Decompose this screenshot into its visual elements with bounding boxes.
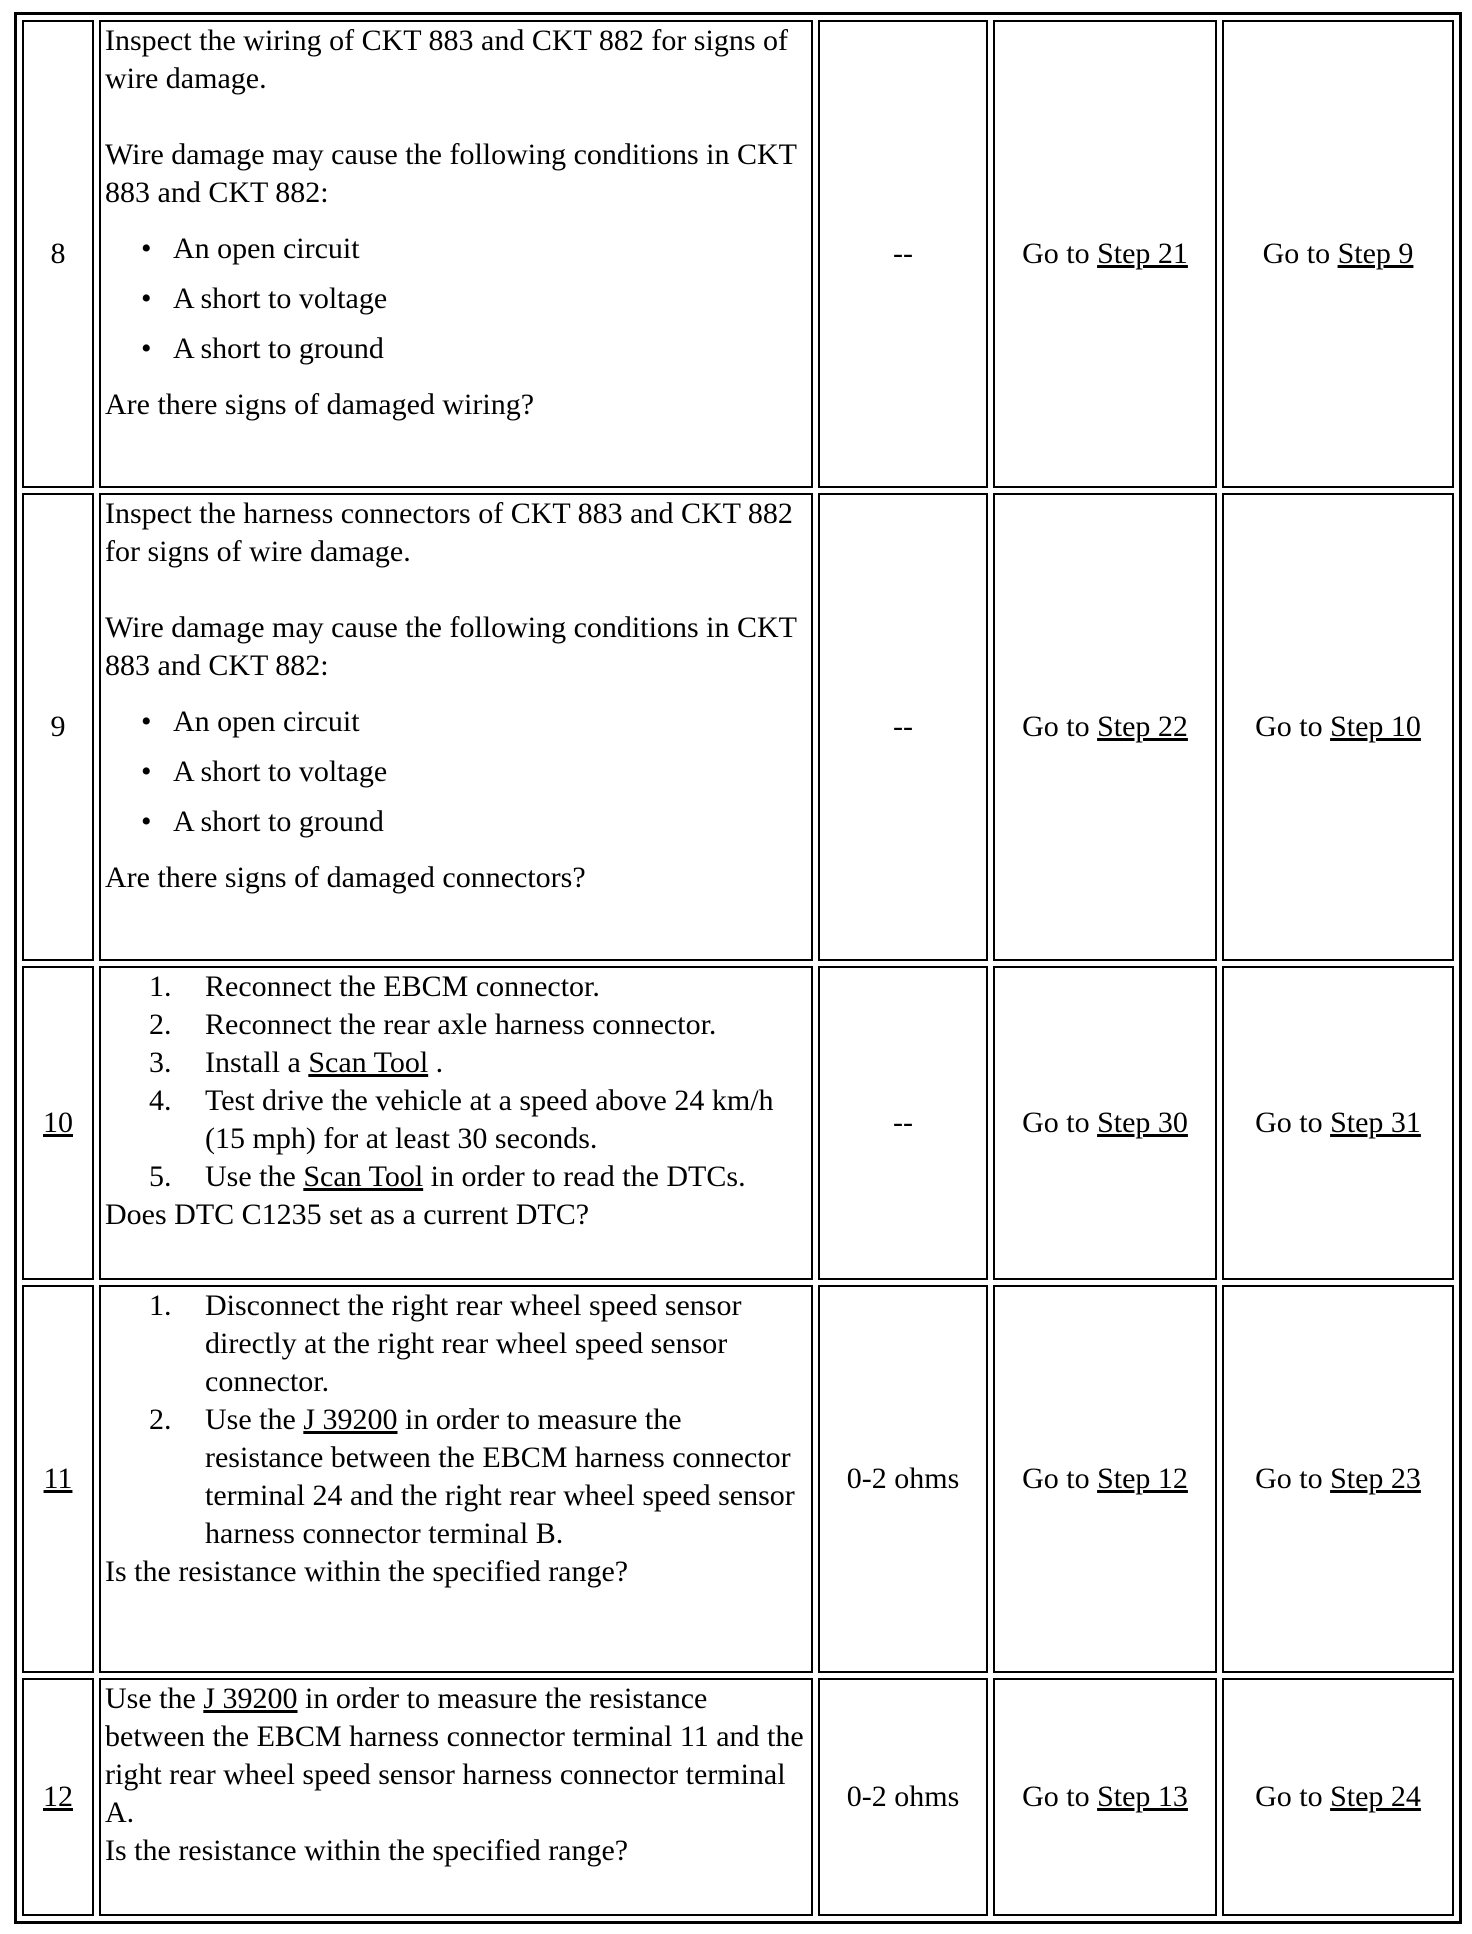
list-item: 5. Use the Scan Tool in order to read the DTCs. xyxy=(149,1160,746,1193)
list-item: 1. Disconnect the right rear wheel speed sensor directly at the right rear wheel speed sensor connector. xyxy=(149,1289,742,1398)
yes-result: Go to Step 30 xyxy=(993,966,1217,1280)
step-question: Are there signs of damaged connectors? xyxy=(105,861,586,894)
list-item: 2. Reconnect the rear axle harness connector. xyxy=(149,1008,717,1041)
yes-result: Go to Step 22 xyxy=(993,493,1217,961)
no-result: Go to Step 10 xyxy=(1222,493,1454,961)
goto-step-9-link[interactable]: Step 9 xyxy=(1337,237,1414,270)
goto-step-22-link[interactable]: Step 22 xyxy=(1097,710,1188,743)
list-item: • An open circuit xyxy=(105,697,807,747)
goto-step-31-link[interactable]: Step 31 xyxy=(1330,1106,1421,1139)
no-result: Go to Step 23 xyxy=(1222,1285,1454,1673)
procedure-list xyxy=(105,968,807,1196)
list-item: 4. Test drive the vehicle at a speed above 24 km/h (15 mph) for at least 30 seconds. xyxy=(149,1084,774,1155)
diagnostic-steps-table xyxy=(14,12,1462,1924)
goto-step-23-link[interactable]: Step 23 xyxy=(1330,1462,1421,1495)
step-instruction: Use the J 39200 in order to measure the resistance between the EBCM harness connector terminal 11 and the right rear wheel speed sensor harness connector terminal A. xyxy=(105,1682,804,1829)
bullet-icon: • xyxy=(141,332,152,365)
bullet-icon: • xyxy=(141,282,152,315)
step-value: -- xyxy=(818,966,988,1280)
j39200-tool-link[interactable]: J 39200 xyxy=(303,1403,398,1436)
step-action xyxy=(99,20,813,488)
j39200-tool-link[interactable]: J 39200 xyxy=(203,1682,298,1715)
goto-step-24-link[interactable]: Step 24 xyxy=(1330,1780,1421,1813)
list-item: 3. Install a Scan Tool . xyxy=(149,1046,444,1079)
yes-result: Go to Step 13 xyxy=(993,1678,1217,1916)
goto-step-30-link[interactable]: Step 30 xyxy=(1097,1106,1188,1139)
step-value: 0-2 ohms xyxy=(818,1285,988,1673)
goto-step-12-link[interactable]: Step 12 xyxy=(1097,1462,1188,1495)
step-value: -- xyxy=(818,20,988,488)
step-number xyxy=(22,1678,94,1916)
step-number: 9 xyxy=(22,493,94,961)
step-question: Are there signs of damaged wiring? xyxy=(105,388,535,421)
list-item: 1. Reconnect the EBCM connector. xyxy=(149,970,600,1003)
step-row-10 xyxy=(22,966,1454,1280)
step-question: Is the resistance within the specified range? xyxy=(105,1555,629,1588)
step-value: -- xyxy=(818,493,988,961)
goto-step-21-link[interactable]: Step 21 xyxy=(1097,237,1188,270)
step-number xyxy=(22,1285,94,1673)
diagnostic-page xyxy=(14,12,1462,1924)
step-row-9 xyxy=(22,493,1454,961)
list-item: • A short to voltage xyxy=(105,747,807,797)
bullet-icon: • xyxy=(141,232,152,265)
step-question: Does DTC C1235 set as a current DTC? xyxy=(105,1198,590,1231)
step-row-8 xyxy=(22,20,1454,488)
no-result: Go to Step 24 xyxy=(1222,1678,1454,1916)
yes-result: Go to Step 21 xyxy=(993,20,1217,488)
step-intro: Inspect the harness connectors of CKT 883 and CKT 882 for signs of wire damage. xyxy=(105,497,793,568)
step-lead: Wire damage may cause the following conditions in CKT 883 and CKT 882: xyxy=(105,611,797,682)
no-result: Go to Step 31 xyxy=(1222,966,1454,1280)
step-lead: Wire damage may cause the following conditions in CKT 883 and CKT 882: xyxy=(105,138,797,209)
step-intro: Inspect the wiring of CKT 883 and CKT 882 for signs of wire damage. xyxy=(105,24,788,95)
list-item: • A short to ground xyxy=(105,324,807,374)
step-number-link[interactable]: 10 xyxy=(43,1106,73,1139)
condition-list xyxy=(105,697,807,847)
step-number-link[interactable]: 11 xyxy=(43,1462,73,1495)
step-action xyxy=(99,493,813,961)
list-item: 2. Use the J 39200 in order to measure the resistance between the EBCM harness connector terminal 24 and the right rear wheel speed sensor harness connector terminal B. xyxy=(149,1403,795,1550)
goto-step-10-link[interactable]: Step 10 xyxy=(1330,710,1421,743)
yes-result: Go to Step 12 xyxy=(993,1285,1217,1673)
scan-tool-link[interactable]: Scan Tool xyxy=(303,1160,424,1193)
condition-list xyxy=(105,224,807,374)
list-item: • An open circuit xyxy=(105,224,807,274)
no-result: Go to Step 9 xyxy=(1222,20,1454,488)
step-row-12 xyxy=(22,1678,1454,1916)
step-number-link[interactable]: 12 xyxy=(43,1780,73,1813)
goto-step-13-link[interactable]: Step 13 xyxy=(1097,1780,1188,1813)
step-question: Is the resistance within the specified range? xyxy=(105,1834,629,1867)
bullet-icon: • xyxy=(141,705,152,738)
list-item: • A short to voltage xyxy=(105,274,807,324)
bullet-icon: • xyxy=(141,805,152,838)
step-action xyxy=(99,1678,813,1916)
step-number xyxy=(22,966,94,1280)
step-action xyxy=(99,1285,813,1673)
step-number: 8 xyxy=(22,20,94,488)
scan-tool-link[interactable]: Scan Tool xyxy=(308,1046,429,1079)
step-row-11 xyxy=(22,1285,1454,1673)
procedure-list xyxy=(105,1287,807,1553)
list-item: • A short to ground xyxy=(105,797,807,847)
step-value: 0-2 ohms xyxy=(818,1678,988,1916)
step-action xyxy=(99,966,813,1280)
bullet-icon: • xyxy=(141,755,152,788)
